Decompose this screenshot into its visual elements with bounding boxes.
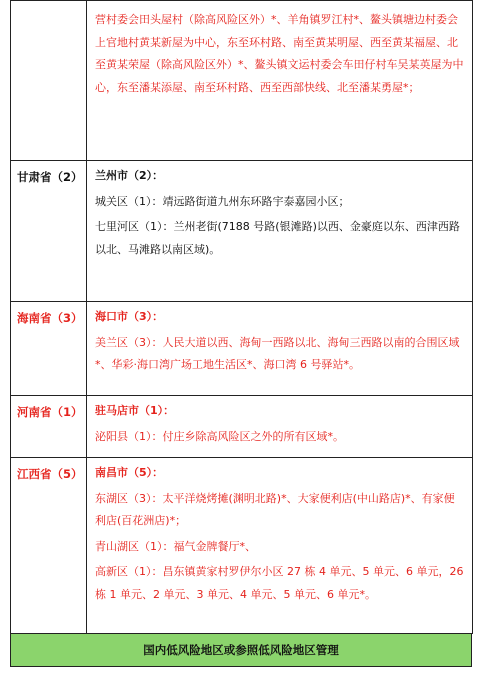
table-row xyxy=(11,161,473,302)
area-list-cell xyxy=(87,396,473,458)
district-entry: 七里河区（1）：兰州老街(7188 号路(银滩路)以西、金豪庭以东、西津西路以北、马滩路以南区域)。 xyxy=(95,220,460,256)
table-row xyxy=(11,302,473,396)
area-list-cell xyxy=(87,302,473,396)
district-entry: 城关区（1）：靖远路街道九州东环路宇泰嘉园小区； xyxy=(95,194,350,208)
district-entry: 高新区（1）：昌东镇黄家村罗伊尔小区 27 栋 4 单元、5 单元、6 单元，26 栋 1 单元、2 单元、3 单元、4 单元、5 单元、6 单元*。 xyxy=(95,565,464,601)
province-cell: 江西省（5） xyxy=(11,458,87,634)
province-cell: 海南省（3） xyxy=(11,302,87,396)
city-heading: 兰州市（2）： xyxy=(95,169,164,182)
district-entry: 东湖区（3）：太平洋烧烤摊(渊明北路)*、大家便利店(中山路店)*、有家便利店(百花洲店)*； xyxy=(95,491,455,527)
low-risk-footer-banner: 国内低风险地区或参照低风险地区管理 xyxy=(10,633,472,667)
district-entry: 青山湖区（1）：福气金牌餐厅*、 xyxy=(95,539,256,553)
table-row xyxy=(11,396,473,458)
city-heading: 南昌市（5）： xyxy=(95,466,164,479)
risk-area-table xyxy=(10,0,473,634)
province-cell: 甘肃省（2） xyxy=(11,161,87,302)
table-row xyxy=(11,1,473,161)
province-cell: 河南省（1） xyxy=(11,396,87,458)
table-row xyxy=(11,458,473,634)
city-heading: 驻马店市（1）： xyxy=(95,404,175,417)
area-text: 营村委会田头屋村（除高风险区外）*、羊角镇罗江村*、鳌头镇塘边村委会上官地村黄某新屋为中心，东至环村路、南至黄某明屋、西至黄某福屋、北至黄某荣屋（除高风险区外）*、鳌头镇文运村委会车田仔村车吴某英屋为中心，东至潘某添屋、南至环村路、西至西部快线、北至潘某勇屋*； xyxy=(95,13,464,94)
province-cell xyxy=(11,1,87,161)
area-list-cell xyxy=(87,1,473,161)
city-heading: 海口市（3）： xyxy=(95,310,164,323)
district-entry: 泌阳县（1）：付庄乡除高风险区之外的所有区域*。 xyxy=(95,429,344,443)
risk-area-document xyxy=(10,0,472,673)
district-entry: 美兰区（3）：人民大道以西、海甸一西路以北、海甸三西路以南的合围区域*、华彩·海口湾广场工地生活区*、海口湾 6 号驿站*。 xyxy=(95,335,460,371)
area-list-cell xyxy=(87,458,473,634)
area-list-cell xyxy=(87,161,473,302)
